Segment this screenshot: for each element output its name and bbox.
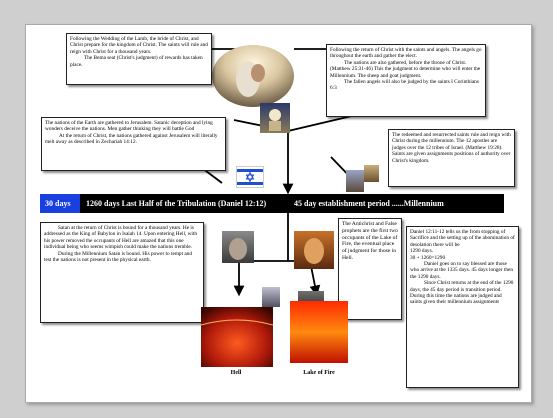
saints-image xyxy=(346,170,364,192)
timeline-45-days: 45 day establishment period ......Millennium xyxy=(288,194,504,213)
daniel-box xyxy=(406,226,519,388)
flag-icon xyxy=(236,166,264,188)
return-text-1: Following the return of Christ with the saints and angels. The angels go throughout the earth and gather the elect. xyxy=(330,47,482,60)
daniel-text-5: Since Christ returns at the end of the 1290 days, the 45 day period is transition period. During this time the nations are judged and saints given their millennium assignments xyxy=(410,280,514,306)
wedding-text-2: The Bema seat (Christ's judgment) of rewards has taken place. xyxy=(70,55,203,68)
hell-caption: Hell xyxy=(230,370,242,376)
redeemed-box xyxy=(388,129,515,187)
nations-box xyxy=(41,117,226,171)
satan-box xyxy=(40,222,204,323)
timeline-1260-days: 1260 days Last Half of the Tribulation (Daniel 12:12) xyxy=(80,194,293,213)
timeline-bar xyxy=(26,194,531,213)
daniel-text-1: Daniel 12:11-12 tells us the from stopping of Sacrifice and the setting up of the abomination of desolation there will be xyxy=(410,229,515,248)
timeline-30-days: 30 days xyxy=(40,194,85,213)
nations-text-1: The nations of the Earth are gathered to Jerusalem. Satanic deception and lying wonders deceive the nations. Men gather thinking they will battle God xyxy=(45,120,213,133)
throne-image xyxy=(260,103,290,133)
satan-text-1: Satan at the return of Christ is bound for a thousand years. He is addressed as the King of Babylon in Isaiah 14. Upon entering Hell, with his power removed the occupants of Hell are amazed that this one individual being who seems wimpish could make the nations tremble. xyxy=(44,225,197,251)
slide-page xyxy=(25,24,532,403)
throne-small-image xyxy=(364,165,379,182)
daniel-text-4: Daniel goes on to say blessed are those who arrive at the 1335 days. 45 days longer then the 1290 days. xyxy=(410,261,513,280)
lake-of-fire-image xyxy=(290,301,348,363)
wedding-box xyxy=(66,33,212,85)
redeemed-text-1: The redeemed and resurrected saints rule and reign with Christ during the millennium. The 12 apostles are judges over the 12 tribes of Israel. (Matthew 19:28). Saints are given assignments positions of authority over Christ's kingdom. xyxy=(392,132,511,164)
daniel-text-3: 30 + 1260=1290 xyxy=(410,254,446,261)
satan-text-2: During the Millennium Satan is bound. His power to tempt and test the nations is not present in the physical earth. xyxy=(44,250,193,264)
lake-of-fire-caption: Lake of Fire xyxy=(303,370,335,376)
satan-image xyxy=(222,231,254,263)
wedding-image xyxy=(212,45,294,107)
hell-image xyxy=(201,307,273,367)
antichrist-text-1: The Antichrist and False prophets are the first two occupants of the Lake of Fire, the eventual place of judgment for those in Hell. xyxy=(342,221,398,261)
return-box xyxy=(326,44,486,117)
nations-text-2: At the return of Christ, the nations gathered against Jerusalem will literally melt away as described in Zechariah 14:12. xyxy=(45,132,218,146)
connector-line xyxy=(288,115,356,131)
daniel-text-2: 1290 days. xyxy=(410,248,433,255)
antichrist-image xyxy=(294,231,334,269)
return-text-3: The fallen angels will also be judged by the saints I Corinthians 6:3 xyxy=(330,79,479,92)
wedding-text-1: Following the Wedding of the Lamb, the bride of Christ, and Christ prepare for the kingdom of Christ. The saints will rule and reign with Christ for a thousand years. xyxy=(70,36,208,55)
figure-image xyxy=(262,287,280,307)
return-text-2: The nations are also gathered, before the throne of Christ. (Matthew 25:31-46) This the judgment to determine who will enter the Millennium. The sheep and goat judgment. xyxy=(330,59,481,79)
